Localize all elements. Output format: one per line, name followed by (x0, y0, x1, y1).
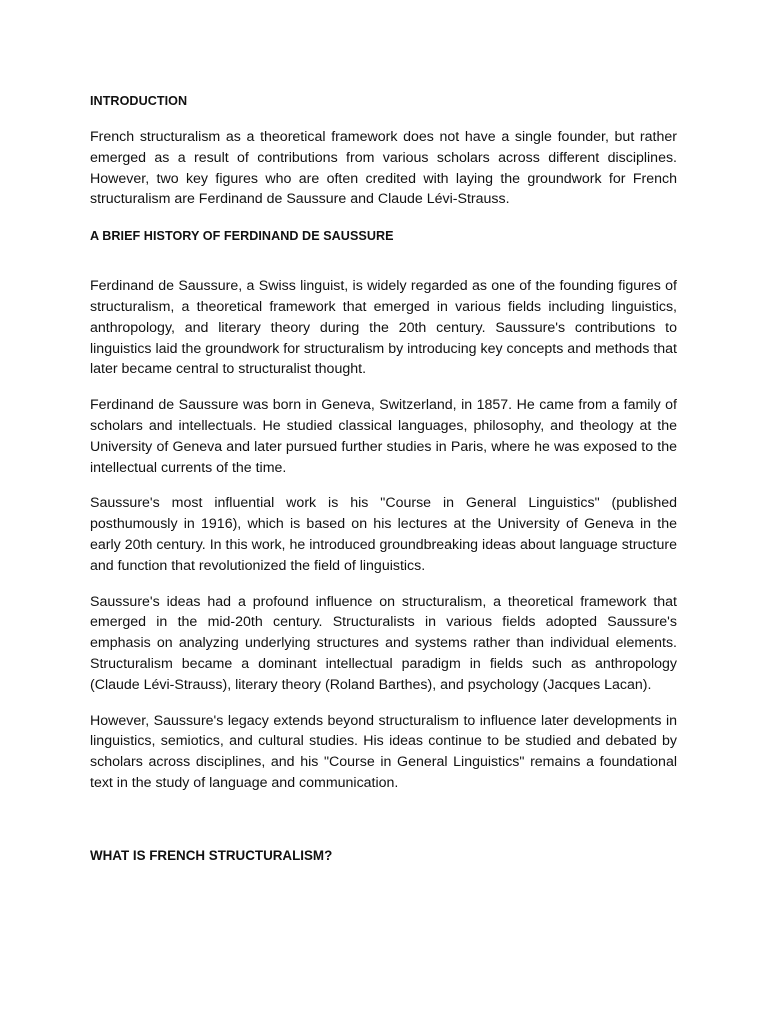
body-paragraph: However, Saussure's legacy extends beyond structuralism to influence later developments in linguistics, semiotics, and cultural studies. His ideas continue to be studied and debated by scholars across disciplines, and his "Course in General Linguistics" remains a foundational text in the study of language and communication. (90, 712, 677, 791)
introduction-heading: INTRODUCTION (90, 94, 188, 108)
body-paragraph: Saussure's ideas had a profound influence on structuralism, a theoretical framework that emerged in the mid-20th century. Structuralists in various fields adopted Saussure's emphasis on analyzing underlying structures and systems rather than individual elements. Structuralism became a dominant intellectual paradigm in fields such as anthropology (Claude Lévi-Strauss), literary theory (Roland Barthes), and psychology (Jacques Lacan). (90, 593, 677, 693)
what-is-structuralism-heading: WHAT IS FRENCH STRUCTURALISM? (90, 847, 333, 863)
history-heading: A BRIEF HISTORY OF FERDINAND DE SAUSSURE (90, 229, 394, 244)
introduction-paragraph: French structuralism as a theoretical framework does not have a single founder, but rather emerged as a result of contributions from various scholars across different disciplines. However, two key figures who are often credited with laying the groundwork for French structuralism are Ferdinand de Saussure and Claude Lévi-Strauss. (90, 129, 677, 208)
body-paragraph: Saussure's most influential work is his "Course in General Linguistics" (published posthumously in 1916), which is based on his lectures at the University of Geneva in the early 20th century. In this work, he introduced groundbreaking ideas about language structure and function that revolutionized the field of linguistics. (90, 495, 677, 574)
document-page (90, 91, 677, 866)
body-paragraph: Ferdinand de Saussure was born in Geneva, Switzerland, in 1857. He came from a family of scholars and intellectuals. He studied classical languages, philosophy, and theology at the University of Geneva and later pursued further studies in Paris, where he was exposed to the intellectual currents of the time. (90, 397, 677, 476)
body-paragraph: Ferdinand de Saussure, a Swiss linguist, is widely regarded as one of the founding figures of structuralism, a theoretical framework that emerged in various fields including linguistics, anthropology, and literary theory during the 20th century. Saussure's contributions to linguistics laid the groundwork for structuralism by introducing key concepts and methods that later became central to structuralist thought. (90, 278, 677, 378)
